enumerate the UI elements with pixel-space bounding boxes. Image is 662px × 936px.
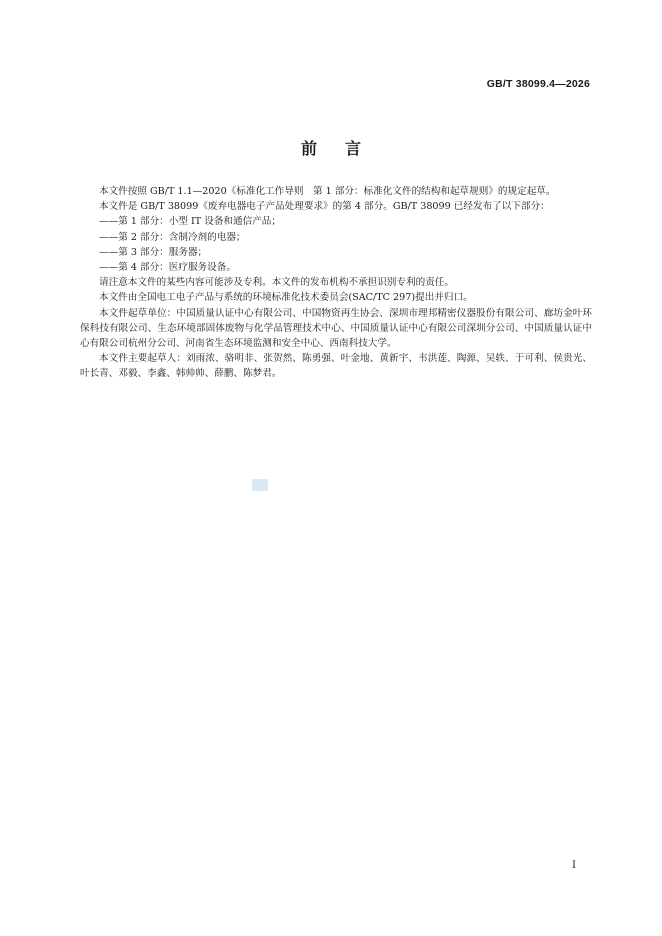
paragraph-proposer: 本文件由全国电工电子产品与系统的环境标准化技术委员会(SAC/TC 297)提出并归口。 — [99, 292, 473, 304]
paragraph-patent-notice: 请注意本文件的某些内容可能涉及专利。本文件的发布机构不承担识别专利的责任。 — [99, 277, 454, 289]
list-item: ——第 3 部分：服务器； — [99, 246, 208, 258]
paragraph-drafting-organizations: 本文件起草单位：中国质量认证中心有限公司、中国物资再生协会、深圳市理邦精密仪器股份有限公司、廊坊金叶环保科技有限公司、生态环境部固体废物与化学品管理技术中心、中国质量认证中心有限公司深圳分公司、中国质量认证中心有限公司杭州分公司、河南省生态环境监测和安全中心、西南科技大学。 — [80, 307, 592, 350]
paragraph-drafters: 本文件主要起草人：刘雨浓、骆明非、张贺然、陈勇强、叶金地、黄新宇、韦洪莲、陶源、吴轶、于可利、侯贵光、叶长青、邓毅、李鑫、韩帅帅、薛鹏、陈梦君。 — [80, 353, 592, 380]
paragraph-drafting-rules: 本文件按照 GB/T 1.1—2020《标准化工作导则 第 1 部分：标准化文件的结构和起草规则》的规定起草。 — [99, 186, 556, 197]
page-title: 前言 — [300, 139, 389, 158]
foreword-body — [80, 184, 592, 382]
list-item: ——第 4 部分：医疗服务设备。 — [99, 262, 236, 274]
paragraph-series-intro: 本文件是 GB/T 38099《废弃电器电子产品处理要求》的第 4 部分。GB/T 38099 已经发布了以下部分： — [99, 201, 550, 213]
watermark-logo-icon — [252, 479, 268, 491]
document-code: GB/T 38099.4—2026 — [486, 78, 590, 90]
parts-list — [80, 214, 592, 275]
page-number: I — [572, 860, 576, 871]
list-item: ——第 2 部分：含制冷剂的电器； — [99, 231, 246, 243]
list-item: ——第 1 部分：小型 IT 设备和通信产品； — [99, 216, 281, 228]
